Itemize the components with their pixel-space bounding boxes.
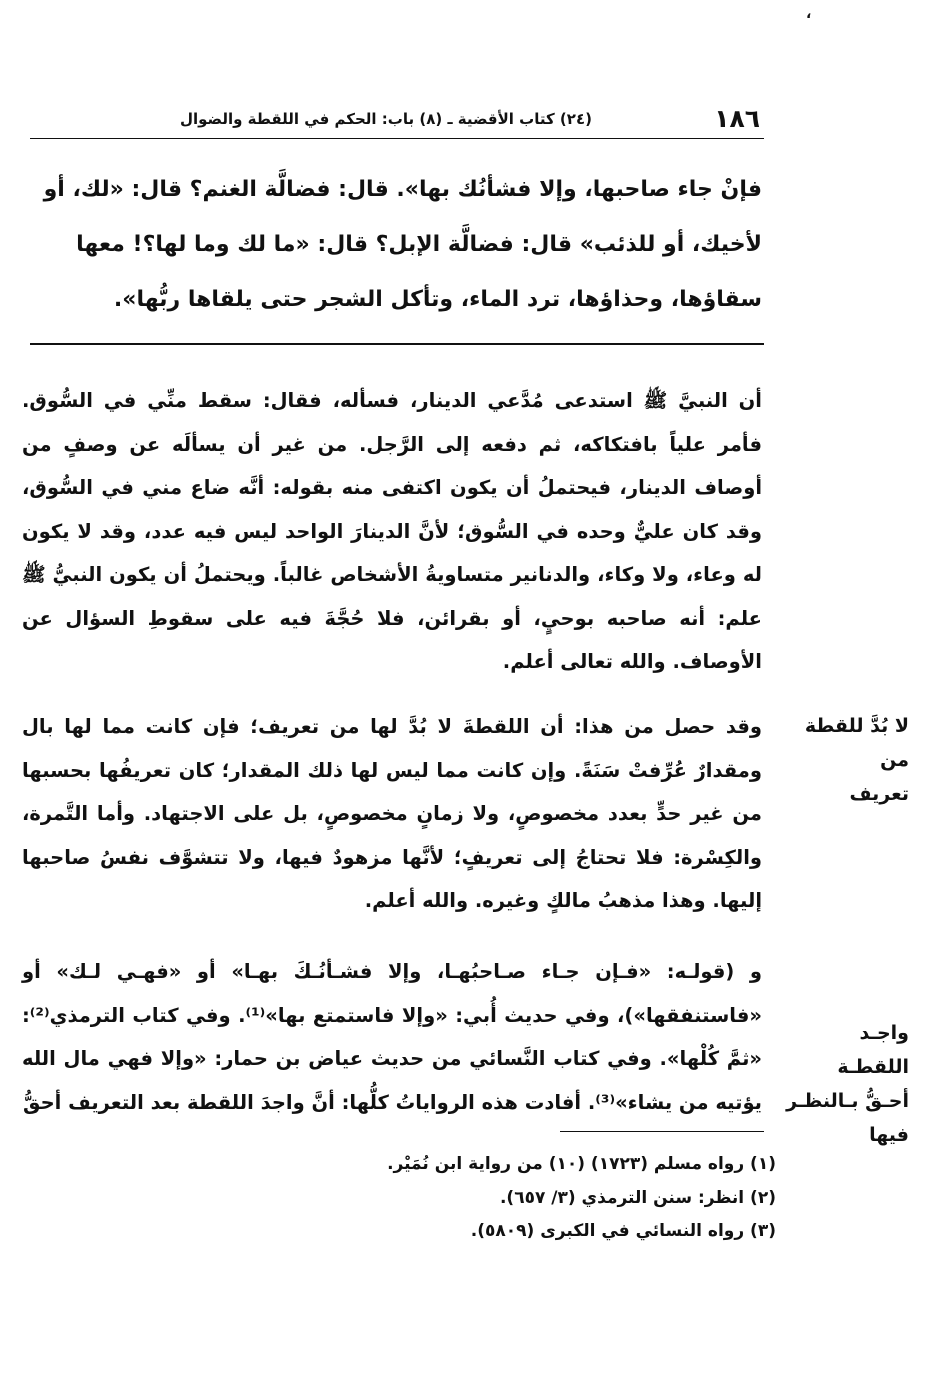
commentary-line: وقد حصل من هذا: أن اللقطةَ لا بُدَّ لها من تعريف؛ فإن كانت مما لها بال: [22, 715, 762, 738]
commentary-line: «ثمَّ كُلْها». وفي كتاب النَّسائي من حديث عياض بن حمار: «وإلا فهي مال الله: [22, 1047, 762, 1070]
commentary-line: والكِسْرة: فلا تحتاجُ إلى تعريفٍ؛ لأنَّها مزهودٌ فيها، ولا تتشوَّف نفسُ صاحبها: [22, 845, 762, 869]
commentary-line: والله تعالى أعلم.: [502, 650, 666, 673]
commentary-paragraph: [22, 379, 762, 684]
commentary-paragraph: [22, 950, 762, 1124]
commentary-line: ومقدارٌ عُرِّفتْ سَنَةً. وإن كانت مما ليس لها ذلك المقدار؛ كان تعريفُها بحسبها من: [22, 758, 762, 825]
footnote-divider: [560, 1131, 764, 1132]
footnote-2: (٢) انظر: سنن الترمذي (٣/ ٦٥٧).: [499, 1187, 776, 1208]
commentary-line: أن النبيَّ ﷺ استدعى مُدَّعي الدينار، فسأله، فقال: سقط منِّي في السُّوق. فأمر: [22, 389, 762, 456]
commentary-line: أنه صاحبه بوحيٍ، أو بقرائن، فلا حُجَّةَ فيه على سقوطِ السؤال عن الأوصاف.: [22, 606, 762, 673]
footnote-3: (٣) رواه النسائي في الكبرى (٥٨٠٩).: [470, 1221, 776, 1241]
margin-note-line: واجـد اللقطـة: [837, 1022, 909, 1078]
commentary-line: علياً بافتكاكه، ثم دفعه إلى الرَّجل. من غير أن يسألَه عن وصفٍ من أوصاف: [22, 432, 762, 499]
hadith-text: [22, 162, 762, 327]
commentary-line: ولا وكاء، والدنانير متساويةُ الأشخاص غالباً. ويحتملُ أن يكون النبيُّ ﷺ علم:: [22, 563, 762, 630]
corner-mark: ،: [806, 6, 812, 22]
section-divider: [30, 343, 764, 345]
margin-note-line: تعريف: [849, 783, 909, 805]
footnote-1: (١) رواه مسلم (١٧٢٣) (١٠) من رواية ابن نُمَيْر.: [387, 1154, 776, 1174]
running-title: (٢٤) كتاب الأقضية ـ (٨) باب: الحكم في اللقطة والضوال: [180, 110, 592, 128]
commentary-line: إليها. وهذا مذهبُ مالكٍ وغيره. والله أعلم.: [364, 889, 762, 912]
footnotes: [200, 1148, 776, 1249]
commentary-paragraph: [22, 705, 762, 923]
margin-note-line: أحـقُّ بـالنظـر: [786, 1090, 909, 1112]
commentary-line: عليٌّ وحده في السُّوق؛ لأنَّ الدينارَ الواحد ليس فيه عدد، وقد لا يكون له وعاء،: [22, 519, 762, 586]
commentary-line: يؤتيه من يشاء»⁽³⁾. أفادت هذه الرواياتُ كلُّها: أنَّ واجدَ اللقطة بعد التعريف أحقُّ: [23, 1090, 762, 1114]
margin-note-line: فيها: [869, 1124, 909, 1146]
commentary-line: «فاستنفقها»)، وفي حديث أُبي: «وإلا فاستمتع بها»⁽¹⁾. وفي كتاب الترمذي⁽²⁾:: [22, 1003, 762, 1027]
margin-note-lost-item-announcement: [784, 709, 909, 811]
hadith-line: لأخيك، أو للذئب» قال: فضالَّة الإبل؟ قال: «ما لك وما لها؟! معها: [76, 232, 762, 257]
hadith-line: فإنْ جاء صاحبها، وإلا فشأنُك بها». قال: فضالَّة الغنم؟ قال: «لك، أو: [43, 177, 762, 202]
hadith-line: سقاؤها، وحذاؤها، ترد الماء، وتأكل الشجر حتى يلقاها ربُّها».: [113, 287, 762, 312]
margin-note-line: لا بُدَّ للقطة من: [804, 715, 909, 771]
page-header: [30, 104, 764, 139]
margin-note-finder-rights: [784, 1016, 909, 1152]
commentary-line: الدينار، فيحتملُ أن يكون اكتفى منه بقوله: أنَّه ضاع مني في السُّوق، وقد كان: [22, 476, 762, 543]
commentary-line: غير حدٍّ بعدد مخصوصٍ، ولا زمانٍ مخصوصٍ، بل على الاجتهاد. وأما التَّمرة،: [22, 802, 724, 825]
page-number: ١٨٦: [714, 104, 760, 133]
commentary-line: و (قولـه: «فـإن جـاء صـاحبُهـا، وإلا فشـأنُـكَ بهـا» أو «فهـي لـك» أو: [22, 960, 762, 983]
